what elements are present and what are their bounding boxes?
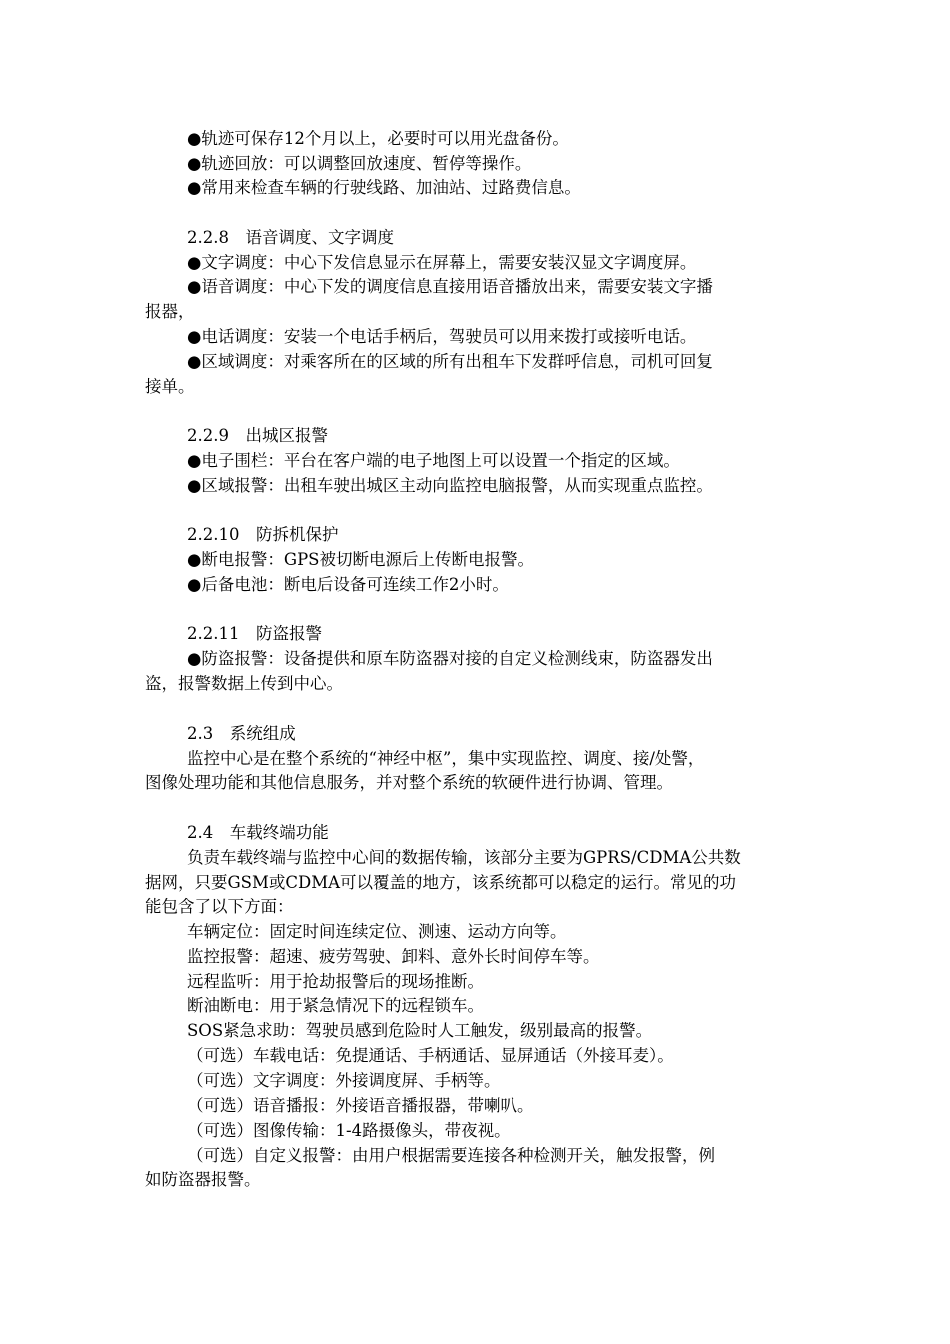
- list-item: （可选）图像传输：1-4路摄像头，带夜视。: [187, 1121, 511, 1140]
- list-item: 断油断电：用于紧急情况下的远程锁车。: [187, 996, 484, 1015]
- bullet-line: ●常用来检查车辆的行驶线路、加油站、过路费信息。: [187, 178, 581, 197]
- bullet-line: ●语音调度：中心下发的调度信息直接用语音播放出来，需要安装文字播: [187, 277, 713, 296]
- list-item: （可选）车载电话：免提通话、手柄通话、显屏通话（外接耳麦）。: [187, 1046, 674, 1065]
- paragraph-line: 负责车载终端与监控中心间的数据传输，该部分主要为GPRS/CDMA公共数: [187, 848, 741, 867]
- text-line: 如防盗器报警。: [145, 1170, 261, 1189]
- section-heading: 2.4 车载终端功能: [187, 823, 329, 842]
- bullet-line: ●电子围栏：平台在客户端的电子地图上可以设置一个指定的区域。: [187, 451, 680, 470]
- bullet-line: ●轨迹可保存12个月以上，必要时可以用光盘备份。: [187, 129, 569, 148]
- bullet-line: ●防盗报警：设备提供和原车防盗器对接的自定义检测线束，防盗器发出: [187, 649, 713, 668]
- list-item: 监控报警：超速、疲劳驾驶、卸料、意外长时间停车等。: [187, 947, 600, 966]
- section-heading: 2.2.9 出城区报警: [187, 426, 328, 445]
- section-heading: 2.2.8 语音调度、文字调度: [187, 228, 394, 247]
- list-item: SOS紧急求助：驾驶员感到危险时人工触发，级别最高的报警。: [187, 1021, 653, 1040]
- list-item: （可选）自定义报警：由用户根据需要连接各种检测开关，触发报警，例: [187, 1146, 715, 1165]
- section-heading: 2.2.11 防盗报警: [187, 624, 322, 643]
- bullet-line: ●电话调度：安装一个电话手柄后，驾驶员可以用来拨打或接听电话。: [187, 327, 697, 346]
- text-line: 据网，只要GSM或CDMA可以覆盖的地方，该系统都可以稳定的运行。常见的功: [145, 873, 737, 892]
- section-heading: 2.2.10 防拆机保护: [187, 525, 339, 544]
- section-heading: 2.3 系统组成: [187, 724, 296, 743]
- text-line: 能包含了以下方面：: [145, 897, 294, 916]
- bullet-line: ●断电报警：GPS被切断电源后上传断电报警。: [187, 550, 534, 569]
- text-line: 接单。: [145, 377, 195, 396]
- bullet-line: ●区域调度：对乘客所在的区域的所有出租车下发群呼信息，司机可回复: [187, 352, 713, 371]
- bullet-line: ●文字调度：中心下发信息显示在屏幕上，需要安装汉显文字调度屏。: [187, 253, 697, 272]
- text-line: 盗，报警数据上传到中心。: [145, 674, 343, 693]
- text-line: 报器，: [145, 302, 195, 321]
- bullet-line: ●区域报警：出租车驶出城区主动向监控电脑报警，从而实现重点监控。: [187, 476, 713, 495]
- list-item: 车辆定位：固定时间连续定位、测速、运动方向等。: [187, 922, 567, 941]
- paragraph-line: 监控中心是在整个系统的“神经中枢”，集中实现监控、调度、接/处警，: [187, 749, 705, 768]
- list-item: （可选）语音播报：外接语音播报器，带喇叭。: [187, 1096, 534, 1115]
- list-item: 远程监听：用于抢劫报警后的现场推断。: [187, 972, 484, 991]
- bullet-line: ●后备电池：断电后设备可连续工作2小时。: [187, 575, 509, 594]
- bullet-line: ●轨迹回放：可以调整回放速度、暂停等操作。: [187, 154, 532, 173]
- text-line: 图像处理功能和其他信息服务，并对整个系统的软硬件进行协调、管理。: [145, 773, 673, 792]
- list-item: （可选）文字调度：外接调度屏、手柄等。: [187, 1071, 501, 1090]
